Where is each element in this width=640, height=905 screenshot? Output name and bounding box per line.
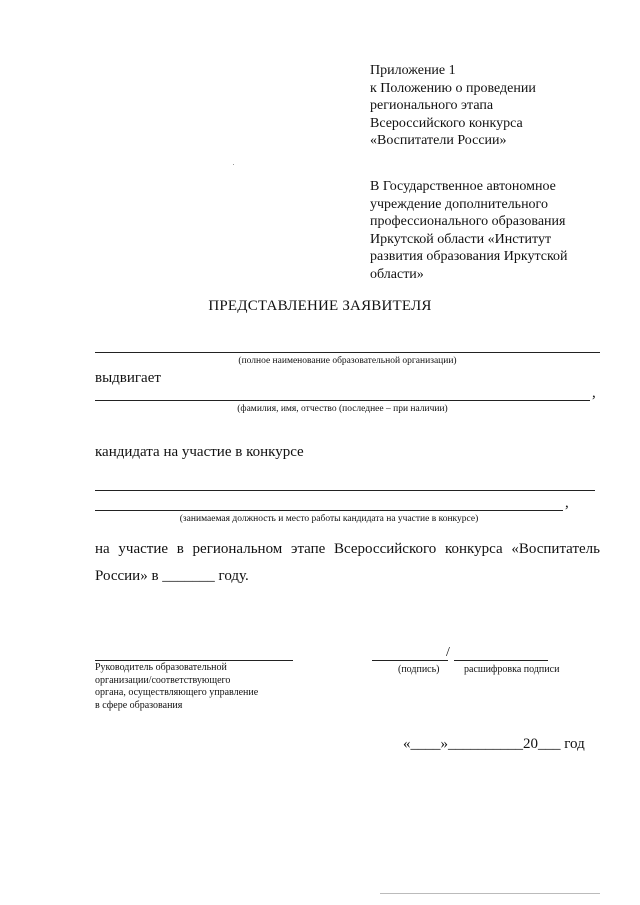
org-name-caption: (полное наименование образовательной организации) bbox=[238, 356, 457, 366]
signature-caption: (подпись) bbox=[398, 664, 440, 675]
org-name-field-line bbox=[95, 352, 600, 353]
date-line: «____»__________20___ год bbox=[403, 736, 585, 752]
appendix-block bbox=[370, 62, 620, 150]
participation-line-1: на участие в региональном этапе Всероссийского конкурса «Воспитатель bbox=[95, 541, 600, 557]
decoding-line bbox=[454, 660, 548, 661]
addressee-line: развития образования Иркутской bbox=[370, 249, 568, 264]
addressee-line: В Государственное автономное bbox=[370, 179, 556, 194]
head-caption-line: Руководитель образовательной bbox=[95, 662, 227, 673]
appendix-line: Всероссийского конкурса bbox=[370, 115, 523, 131]
fio-comma: , bbox=[592, 385, 596, 401]
scan-speck bbox=[233, 164, 234, 165]
addressee-block bbox=[370, 178, 620, 283]
head-caption-line: органа, осуществляющего управление bbox=[95, 687, 259, 698]
addressee-line: учреждение дополнительного bbox=[370, 196, 548, 212]
participation-line-2: России» в _______ году. bbox=[95, 568, 249, 584]
head-caption bbox=[95, 662, 258, 712]
fio-caption: (фамилия, имя, отчество (последнее – при наличии) bbox=[237, 404, 448, 414]
scan-edge-line bbox=[380, 893, 600, 894]
position-caption: (занимаемая должность и место работы кандидата на участие в конкурсе) bbox=[179, 514, 479, 524]
fio-field-line bbox=[95, 400, 590, 401]
nominates-label: выдвигает bbox=[95, 370, 161, 386]
decoding-caption: расшифровка подписи bbox=[464, 664, 560, 675]
head-signature-line bbox=[95, 660, 293, 661]
head-caption-line: в сфере образования bbox=[95, 699, 183, 711]
addressee-line: Иркутской области «Институт bbox=[370, 231, 552, 247]
position-comma: , bbox=[565, 495, 569, 511]
signature-slash: / bbox=[446, 645, 450, 660]
appendix-line: Приложение 1 bbox=[370, 63, 456, 78]
addressee-line: профессионального образования bbox=[370, 214, 566, 229]
appendix-line: «Воспитатели России» bbox=[370, 133, 507, 148]
position-field-line-1 bbox=[95, 490, 595, 491]
signature-line bbox=[372, 660, 448, 661]
appendix-line: к Положению о проведении bbox=[370, 80, 536, 96]
position-field-line-2 bbox=[95, 510, 563, 511]
document-title: ПРЕДСТАВЛЕНИЕ ЗАЯВИТЕЛЯ bbox=[208, 298, 432, 314]
head-caption-line: организации/соответствующего bbox=[95, 674, 231, 686]
appendix-line: регионального этапа bbox=[370, 98, 494, 113]
candidate-label: кандидата на участие в конкурсе bbox=[95, 444, 304, 460]
addressee-line: области» bbox=[370, 266, 424, 282]
